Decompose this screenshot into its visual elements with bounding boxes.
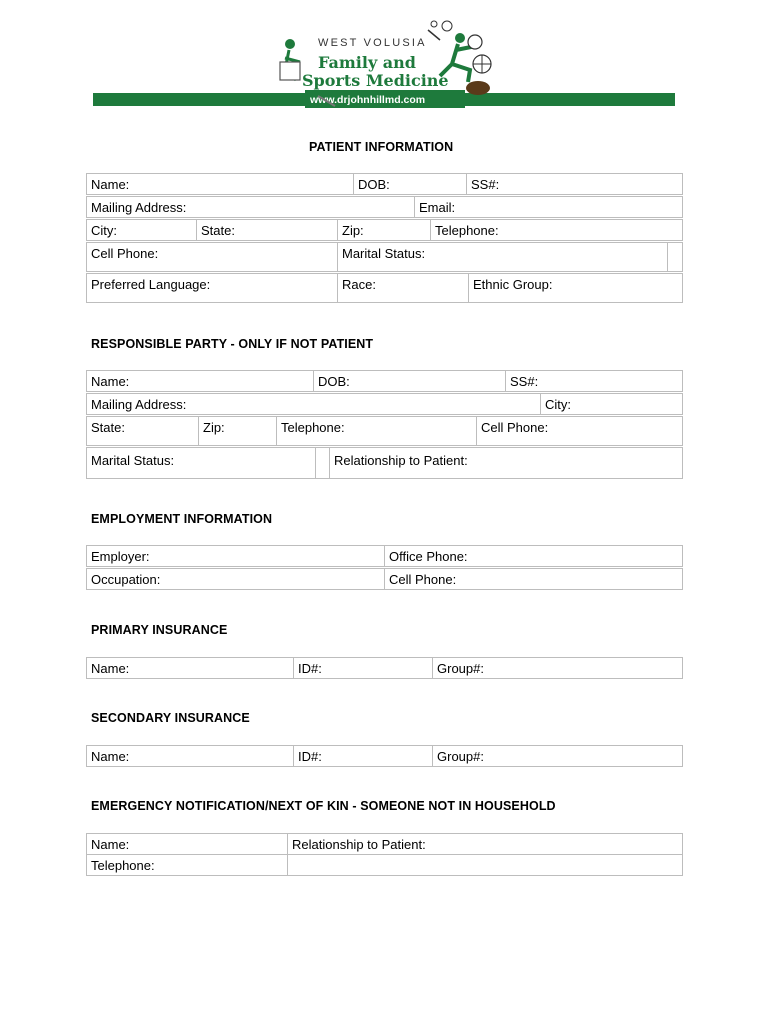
responsible-mailing-field[interactable]	[87, 394, 540, 414]
patient-name-label: Name:	[91, 177, 130, 192]
responsible-telephone-label: Telephone:	[281, 420, 345, 435]
employment-section-title: EMPLOYMENT INFORMATION	[91, 512, 273, 526]
responsible-section-title: RESPONSIBLE PARTY - ONLY IF NOT PATIENT	[91, 337, 374, 351]
responsible-relationship-label: Relationship to Patient:	[334, 453, 468, 468]
responsible-row-4	[86, 447, 683, 479]
patient-row-5	[86, 273, 683, 303]
office-phone-field[interactable]	[384, 546, 682, 566]
secondary-name-field[interactable]	[87, 746, 293, 766]
primary-row	[86, 657, 683, 679]
patient-email-field[interactable]	[414, 197, 682, 217]
responsible-marital-label: Marital Status:	[91, 453, 175, 468]
responsible-row-3	[86, 416, 683, 446]
employment-cell-label: Cell Phone:	[389, 572, 457, 587]
primary-name-field[interactable]	[87, 658, 293, 678]
emergency-relationship-field[interactable]	[287, 834, 682, 854]
employment-cell-field[interactable]	[384, 569, 682, 589]
patient-row-3	[86, 219, 683, 241]
secondary-id-field[interactable]	[293, 746, 432, 766]
responsible-ss-label: SS#:	[510, 374, 539, 389]
employer-field[interactable]	[87, 546, 384, 566]
patient-state-label: State:	[201, 223, 235, 238]
responsible-state-field[interactable]	[87, 417, 198, 445]
responsible-marital-field[interactable]	[87, 448, 315, 478]
patient-marital-label: Marital Status:	[342, 246, 426, 261]
occupation-label: Occupation:	[91, 572, 161, 587]
emergency-section-title: EMERGENCY NOTIFICATION/NEXT OF KIN - SOMEONE NOT IN HOUSEHOLD	[91, 799, 556, 813]
patient-zip-field[interactable]	[337, 220, 430, 240]
occupation-field[interactable]	[87, 569, 384, 589]
responsible-row4-spacer	[315, 448, 329, 478]
responsible-zip-label: Zip:	[203, 420, 225, 435]
secondary-section-title: SECONDARY INSURANCE	[91, 711, 250, 725]
patient-state-field[interactable]	[196, 220, 337, 240]
patient-zip-label: Zip:	[342, 223, 364, 238]
patient-language-label: Preferred Language:	[91, 277, 211, 292]
responsible-name-label: Name:	[91, 374, 130, 389]
primary-id-label: ID#:	[298, 661, 322, 676]
responsible-telephone-field[interactable]	[276, 417, 476, 445]
patient-mailing-label: Mailing Address:	[91, 200, 187, 215]
patient-row-2	[86, 196, 683, 218]
responsible-cell-field[interactable]	[476, 417, 682, 445]
emergency-relationship-label: Relationship to Patient:	[292, 837, 426, 852]
emergency-row-2	[86, 854, 683, 876]
patient-name-field[interactable]	[87, 174, 353, 194]
patient-race-field[interactable]	[337, 274, 468, 302]
secondary-group-field[interactable]	[432, 746, 682, 766]
patient-city-label: City:	[91, 223, 117, 238]
employment-row-2	[86, 568, 683, 590]
secondary-name-label: Name:	[91, 749, 130, 764]
secondary-row	[86, 745, 683, 767]
primary-group-field[interactable]	[432, 658, 682, 678]
patient-telephone-label: Telephone:	[435, 223, 499, 238]
patient-telephone-field[interactable]	[430, 220, 682, 240]
primary-section-title: PRIMARY INSURANCE	[91, 623, 228, 637]
patient-ss-field[interactable]	[466, 174, 682, 194]
emergency-name-field[interactable]	[87, 834, 287, 854]
logo-top-text: WEST VOLUSIA	[318, 37, 427, 49]
patient-dob-field[interactable]	[353, 174, 466, 194]
patient-mailing-field[interactable]	[87, 197, 414, 217]
secondary-group-label: Group#:	[437, 749, 484, 764]
responsible-dob-label: DOB:	[318, 374, 350, 389]
responsible-row-1	[86, 370, 683, 392]
responsible-city-field[interactable]	[540, 394, 682, 414]
emergency-row-1	[86, 833, 683, 855]
practice-logo	[0, 0, 770, 112]
patient-ss-label: SS#:	[471, 177, 500, 192]
responsible-cell-label: Cell Phone:	[481, 420, 549, 435]
patient-cell-field[interactable]	[87, 243, 337, 271]
responsible-row-2	[86, 393, 683, 415]
responsible-zip-field[interactable]	[198, 417, 276, 445]
logo-line2: Sports Medicine	[302, 71, 449, 90]
emergency-row2-blank[interactable]	[287, 855, 682, 875]
patient-ethnic-field[interactable]	[468, 274, 682, 302]
office-phone-label: Office Phone:	[389, 549, 468, 564]
patient-city-field[interactable]	[87, 220, 196, 240]
emergency-name-label: Name:	[91, 837, 130, 852]
patient-ethnic-label: Ethnic Group:	[473, 277, 553, 292]
primary-id-field[interactable]	[293, 658, 432, 678]
patient-row-4	[86, 242, 683, 272]
responsible-mailing-label: Mailing Address:	[91, 397, 187, 412]
patient-row-1	[86, 173, 683, 195]
patient-marital-field[interactable]	[337, 243, 667, 271]
employment-row-1	[86, 545, 683, 567]
page-title: PATIENT INFORMATION	[309, 140, 454, 154]
patient-dob-label: DOB:	[358, 177, 390, 192]
patient-language-field[interactable]	[87, 274, 337, 302]
patient-cell-label: Cell Phone:	[91, 246, 159, 261]
responsible-city-label: City:	[545, 397, 571, 412]
patient-race-label: Race:	[342, 277, 376, 292]
patient-row4-extra	[667, 243, 682, 271]
responsible-relationship-field[interactable]	[329, 448, 682, 478]
patient-email-label: Email:	[419, 200, 456, 215]
emergency-telephone-label: Telephone:	[91, 858, 155, 873]
emergency-telephone-field[interactable]	[87, 855, 287, 875]
primary-group-label: Group#:	[437, 661, 484, 676]
employer-label: Employer:	[91, 549, 150, 564]
primary-name-label: Name:	[91, 661, 130, 676]
responsible-name-field[interactable]	[87, 371, 313, 391]
responsible-dob-field[interactable]	[313, 371, 505, 391]
responsible-ss-field[interactable]	[505, 371, 682, 391]
responsible-state-label: State:	[91, 420, 125, 435]
logo-website: www.drjohnhillmd.com	[310, 94, 426, 106]
logo-line1: Family and	[318, 53, 416, 72]
secondary-id-label: ID#:	[298, 749, 322, 764]
